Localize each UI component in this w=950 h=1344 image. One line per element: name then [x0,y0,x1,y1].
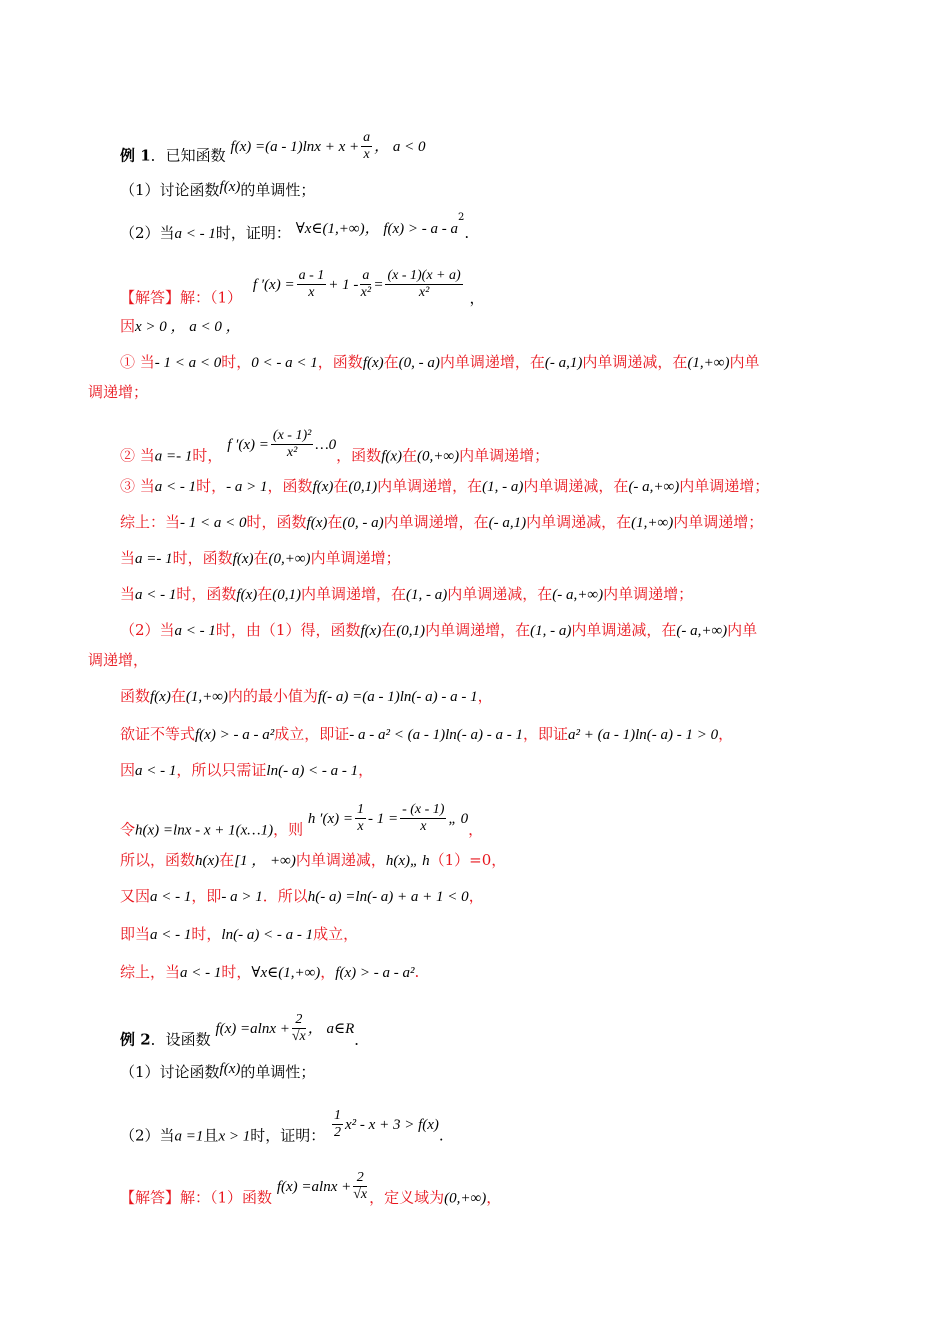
ex1-fraction: $\frac{a}{x}$ [363,130,371,162]
sol3-line: 【解答】解：（1）函数 f(x) =alnx + $\frac{2}{√x}$ ，定义域为(0,+∞)， [120,1170,502,1207]
conclusion-line: 综上，当a < - 1时，∀x∈(1,+∞)，f(x) > - a - a². [120,963,420,981]
sol1-since [120,316,241,337]
q2-text: （2）当 [120,224,175,242]
derivative-lhs: f ′(x) = [252,276,295,293]
ex2-end: ． [354,1030,370,1049]
so-line: 所以，函数h(x)在[1 ， +∞)内单调递减，h(x)„ h（1）=0， [120,851,507,869]
ex2-half-frac: $\frac{1}{2}$ [334,1108,342,1140]
case-1-line-1: ① 当- 1 < a < 0时，0 < - a < 1，函数f(x)在(0, - a)内单调递增，在(- a,1)内单调递减，在(1,+∞)内单 [120,353,760,371]
summary-2: 当a =- 1时，函数f(x)在(0,+∞)内单调递增； [120,549,401,567]
q2-end: . [464,224,470,242]
q1-text-end: 的单调性； [240,181,316,199]
deriv-end: ， [469,288,485,307]
ex2-question-1: （1）讨论函数f(x)的单调性； [120,1061,316,1081]
answer-tag-2: 【解答】 [120,1188,181,1207]
since-text: 因 [120,317,136,335]
ex2-condition: ， a∈R [307,1020,355,1037]
h-frac-2: $\frac{- (x - 1)}{x}$ [402,802,445,834]
since-math: x > 0 ， a < 0 ， [135,319,241,335]
ex1-text: ．已知函数 [150,146,226,165]
q2-text-mid: 时，证明： [215,224,291,242]
q1-text: （1）讨论函数 [120,181,220,199]
case-1-line-2: 调递增； [88,383,149,401]
ex1-question-1 [120,180,315,201]
deriv-frac-3: $\frac{(x - 1)(x + a)}{\text{x²}}$ [387,268,461,300]
q2-domain: ∀x∈(1,+∞) [295,221,365,237]
ex2-function: f(x) =alnx + [215,1020,290,1037]
sol1-derivative-line [120,268,485,315]
minimum-line: 函数f(x)在(1,+∞)内的最小值为f(- a) =(a - 1)ln(- a) - a - 1， [120,687,493,705]
summary-1: 综上：当- 1 < a < 0时，函数f(x)在(0, - a)内单调递增，在(- a,1)内单调递减，在(1,+∞)内单调递增； [120,513,764,531]
q1-fx: f(x) [219,179,241,195]
ex2-text: ．设函数 [150,1030,211,1049]
case-3: ③ 当a < - 1时，- a > 1，函数f(x)在(0,1)内单调递增，在(1, - a)内单调递减，在(- a,+∞)内单调递增； [120,477,770,495]
deriv-eq: = [373,276,384,293]
ex2-label: 例 2 [120,1030,151,1049]
also-line: 又因a < - 1，即- a > 1．所以h(- a) =ln(- a) + a + 1 < 0， [120,887,484,905]
ex1-function: f(x) =(a - 1)lnx + x + [230,138,360,155]
deriv-mid: + 1 - [328,276,359,293]
namely-line: 即当a < - 1时，ln(- a) < - a - 1成立， [120,925,359,943]
summary-3: 当a < - 1时，函数f(x)在(0,1)内单调递增，在(1, - a)内单调递减，在(- a,+∞)内单调递增； [120,585,694,603]
let-h-line: 令h(x) =lnx - x + 1(x…1)，则 h ′(x) = $\frac{1}{x}$ - 1 = $\frac{- (x - 1)}{x}$ „ 0， [120,802,484,839]
deriv-frac-2: $\frac{a}{\text{x²}}$ [360,268,372,300]
ex2-question-2: （2）当a =1且x > 1时，证明： $\frac{1}{2}$ x² - x + 3 > f(x). [120,1108,444,1145]
ex1-question-2 [120,212,470,244]
ex1-label: 例 1 [120,146,151,165]
sol3-frac: $\frac{2}{√x}$ [353,1170,368,1202]
answer-start: 解：（1） [180,288,243,307]
q2-inequality: ， f(x) > - a - a [364,221,459,237]
part2-line-2: 调递增， [88,651,149,669]
ex1-heading [120,130,426,173]
case-2: ② 当a =- 1时， f ′(x) = $\frac{\text{(x - 1)²}}{\text{x²}}$ …0，函数f(x)在(0,+∞)内单调递增； [120,428,550,465]
q2-cond: a < - 1 [174,226,216,242]
answer-tag: 【解答】 [120,288,181,307]
ex2-heading [120,1012,370,1057]
deriv-frac-1: $\frac{a - 1}{x}$ [298,268,325,300]
want-prove-line: 欲证不等式f(x) > - a - a²成立，即证- a - a² < (a - 1)ln(- a) - a - 1，即证a² + (a - 1)ln(- a) - 1 > 0， [120,725,734,743]
because-line: 因a < - 1，所以只需证ln(- a) < - a - 1， [120,761,374,779]
q2-sup: 2 [458,212,465,223]
part2-line-1: （2）当a < - 1时，由（1）得，函数f(x)在(0,1)内单调递增，在(1, - a)内单调递减，在(- a,+∞)内单 [120,621,758,639]
ex1-condition: ， a < 0 [374,138,426,155]
ex2-fraction: $\frac{2}{√x}$ [291,1012,306,1044]
case2-frac: $\frac{\text{(x - 1)²}}{\text{x²}}$ [272,428,312,460]
h-frac-1: $\frac{1}{x}$ [356,802,364,834]
